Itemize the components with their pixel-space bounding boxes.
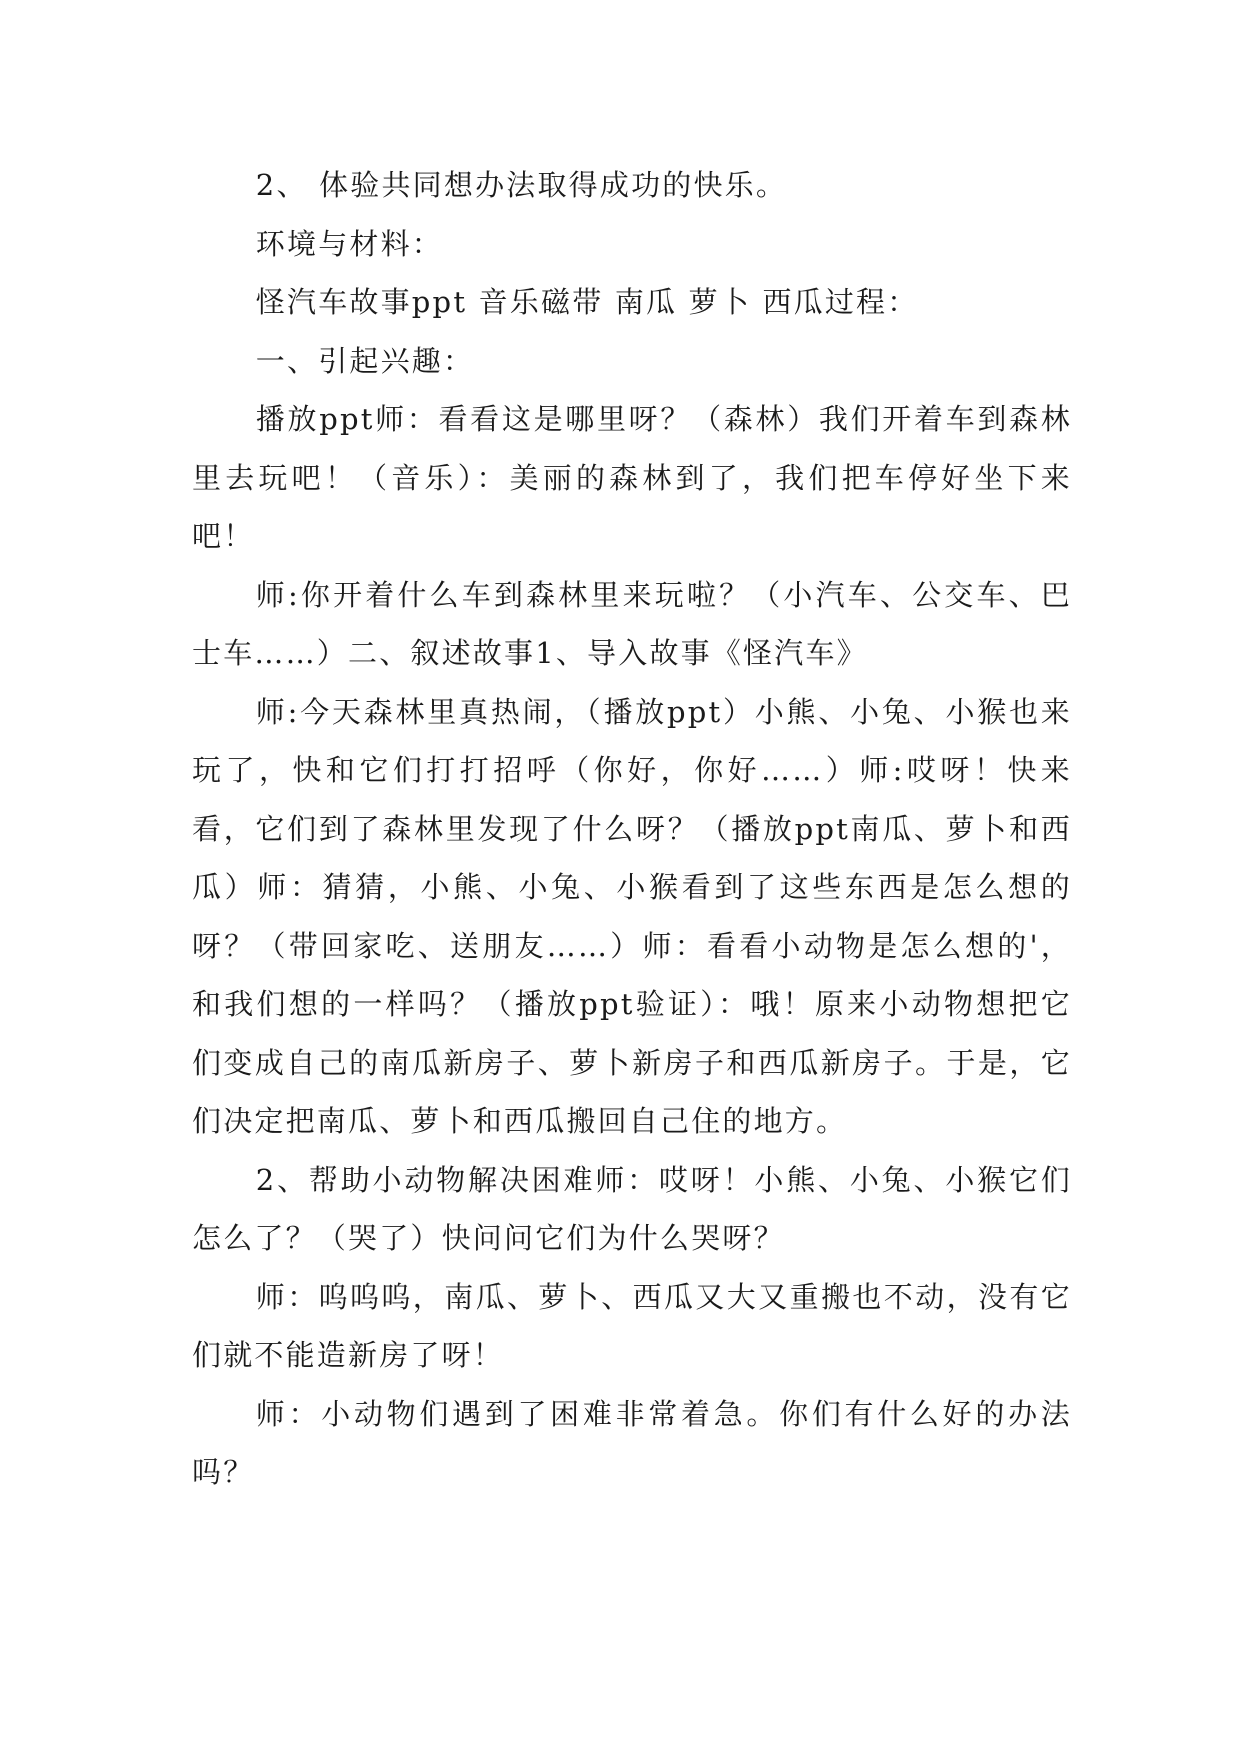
paragraph-ask-ideas: 师：小动物们遇到了困难非常着急。你们有什么好的办法吗？ bbox=[192, 1396, 1072, 1489]
paragraph-story-forest: 师:今天森林里真热闹，（播放ppt）小熊、小兔、小猴也来玩了，快和它们打打招呼（你好，你好……）师:哎呀！快来看，它们到了森林里发现了什么呀？（播放ppt南瓜、萝卜和西瓜）师：猜猜，小熊、小兔、小猴看到了这些东西是怎么想的呀？（带回家吃、送朋友……）师：看看小动物是怎么想的'，和我们想的一样吗？（播放ppt验证）：哦！原来小动物想把它们变成自己的南瓜新房子、萝卜新房子和西瓜新房子。于是，它们决定把南瓜、萝卜和西瓜搬回自己住的地方。 bbox=[192, 694, 1072, 1138]
paragraph-goal-2: 2、 体验共同想办法取得成功的快乐。 bbox=[255, 168, 788, 202]
paragraph-intro-forest: 播放ppt师：看看这是哪里呀？（森林）我们开着车到森林里去玩吧！（音乐）：美丽的森林到了，我们把车停好坐下来吧！ bbox=[192, 402, 1072, 553]
document-body bbox=[192, 156, 1072, 1502]
paragraph-crying: 师：呜呜呜，南瓜、萝卜、西瓜又大又重搬也不动，没有它们就不能造新房了呀！ bbox=[192, 1279, 1072, 1372]
paragraph-materials-heading: 环境与材料： bbox=[255, 226, 443, 261]
paragraph-what-car: 师:你开着什么车到森林里来玩啦？（小汽车、公交车、巴士车……）二、叙述故事1、导入故事《怪汽车》 bbox=[192, 577, 1072, 670]
paragraph-section-1-heading: 一、引起兴趣： bbox=[255, 343, 475, 378]
paragraph-materials-list: 怪汽车故事ppt 音乐磁带 南瓜 萝卜 西瓜过程： bbox=[255, 285, 919, 319]
paragraph-help-animals: 2、帮助小动物解决困难师：哎呀！小熊、小兔、小猴它们怎么了？（哭了）快问问它们为什么哭呀？ bbox=[192, 1162, 1072, 1255]
